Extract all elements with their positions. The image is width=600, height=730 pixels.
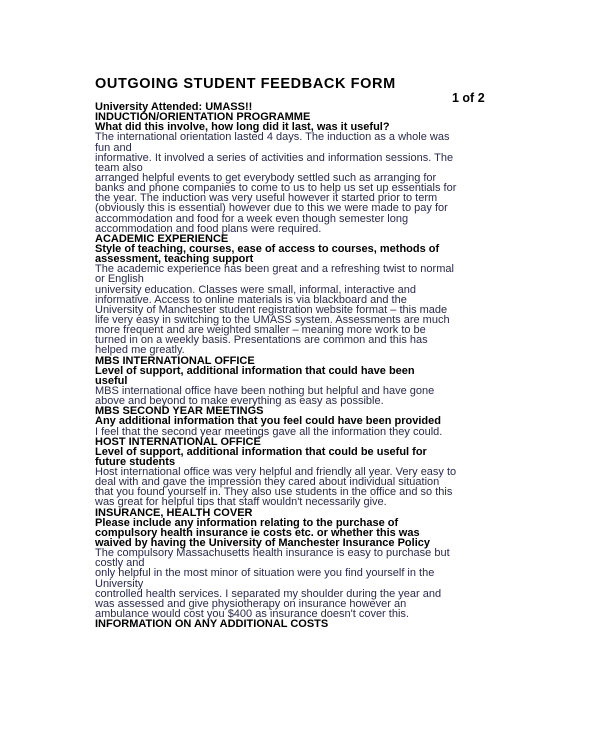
response-text-line: MBS international office have been nothing but helpful and have gone xyxy=(95,384,435,397)
section-heading-line: University Attended: UMASS!! xyxy=(95,101,253,113)
section-heading-line: HOST INTERNATIONAL OFFICE xyxy=(95,435,261,448)
response-text-line: deal with and gave the impression they cared about individual situation xyxy=(95,476,440,489)
response-text-line: team also xyxy=(95,161,143,174)
section-heading-line: MBS INTERNATIONAL OFFICE xyxy=(95,354,255,367)
response-text-line: more frequent and are weighted smaller – meaning more work to be xyxy=(95,324,426,337)
page-indicator: 1 of 2 xyxy=(452,91,485,105)
response-text-line: accommodation and food for a week even though semester long xyxy=(95,212,409,225)
section-heading-line: Level of support, additional information that could be useful for xyxy=(95,445,427,458)
section-heading-line: Any additional information that you feel could have been provided xyxy=(95,415,441,428)
response-text-line: fun and xyxy=(95,141,132,154)
response-text-line: was great for helpful tips that staff wouldn't necessarily give. xyxy=(95,496,387,509)
section-heading-line: Style of teaching, courses, ease of access to courses, methods of xyxy=(95,242,440,255)
response-text-line: (obviously this is essential) however due to this we were made to pay for xyxy=(95,202,448,215)
response-text-line: that you found yourself in. They also use students in the office and so this xyxy=(95,486,453,499)
section-heading-line: compulsory health insurance ie costs etc. or whether this was xyxy=(95,526,420,539)
section-heading-line: assessment, teaching support xyxy=(95,253,254,266)
response-text-line: I feel that the second year meetings gave all the information they could. xyxy=(95,425,443,438)
section-heading-line: ACADEMIC EXPERIENCE xyxy=(95,232,229,245)
response-text-line: university education. Classes were small, informal, interactive and xyxy=(95,283,416,296)
response-text-line: banks and phone companies to come to us to help us set up essentials for xyxy=(95,182,457,195)
section-heading-line: Please include any information relating to the purchase of xyxy=(95,516,399,529)
response-text-line: helped me greatly. xyxy=(95,344,185,357)
response-text-line: University xyxy=(95,577,144,590)
form-body xyxy=(95,102,515,629)
section-heading-line: future students xyxy=(95,455,176,468)
form-title: OUTGOING STUDENT FEEDBACK FORM xyxy=(95,76,396,92)
response-text-line: The compulsory Massachusetts health insurance is easy to purchase but xyxy=(95,547,450,560)
section-heading-line: MBS SECOND YEAR MEETINGS xyxy=(95,405,264,418)
section-heading-line: What did this involve, how long did it last, was it useful? xyxy=(95,121,390,134)
section-heading-line: useful xyxy=(95,374,128,387)
response-text-line: turned in on a weekly basis. Presentations are common and this has xyxy=(95,334,428,347)
response-text-line: The international orientation lasted 4 days. The induction as a whole was xyxy=(95,131,450,144)
section-heading-line: INDUCTION/ORIENTATION PROGRAMME xyxy=(95,111,311,124)
response-text-line: only helpful in the most minor of situation were you find yourself in the xyxy=(95,567,435,580)
response-text-line: arranged helpful events to get everybody settled such as arranging for xyxy=(95,171,437,184)
response-text-line: University of Manchester student registration website format – this made xyxy=(95,303,448,316)
response-text-line: accommodation and food plans were required. xyxy=(95,222,322,235)
response-text-line: controlled health services. I separated my shoulder during the year and xyxy=(95,587,442,600)
response-text-line: life very easy in switching to the UMASS system. Assessments are much xyxy=(95,313,450,326)
section-heading-line: waived by having the University of Manchester Insurance Policy xyxy=(95,537,430,550)
response-text-line: or English xyxy=(95,273,144,286)
response-text-line: informative. It involved a series of activities and information sessions. The xyxy=(95,151,454,164)
response-text-line: ambulance would cost you $400 as insurance doesn't cover this. xyxy=(95,608,409,621)
response-text-line: informative. Access to online materials is via blackboard and the xyxy=(95,293,407,306)
response-text-line: above and beyond to make everything as easy as possible. xyxy=(95,395,384,408)
section-heading-line: Level of support, additional information that could have been xyxy=(95,364,415,377)
response-text-line: was assessed and give physiotherapy on insurance however an xyxy=(95,597,407,610)
response-text-line: the year. The induction was very useful however it started prior to term xyxy=(95,192,438,205)
response-text-line: costly and xyxy=(95,557,145,570)
section-heading-line: INFORMATION ON ANY ADDITIONAL COSTS xyxy=(95,618,329,631)
response-text-line: Host international office was very helpful and friendly all year. Very easy to xyxy=(95,466,457,479)
section-heading-line: INSURANCE, HEALTH COVER xyxy=(95,506,253,519)
response-text-line: The academic experience has been great and a refreshing twist to normal xyxy=(95,263,454,276)
